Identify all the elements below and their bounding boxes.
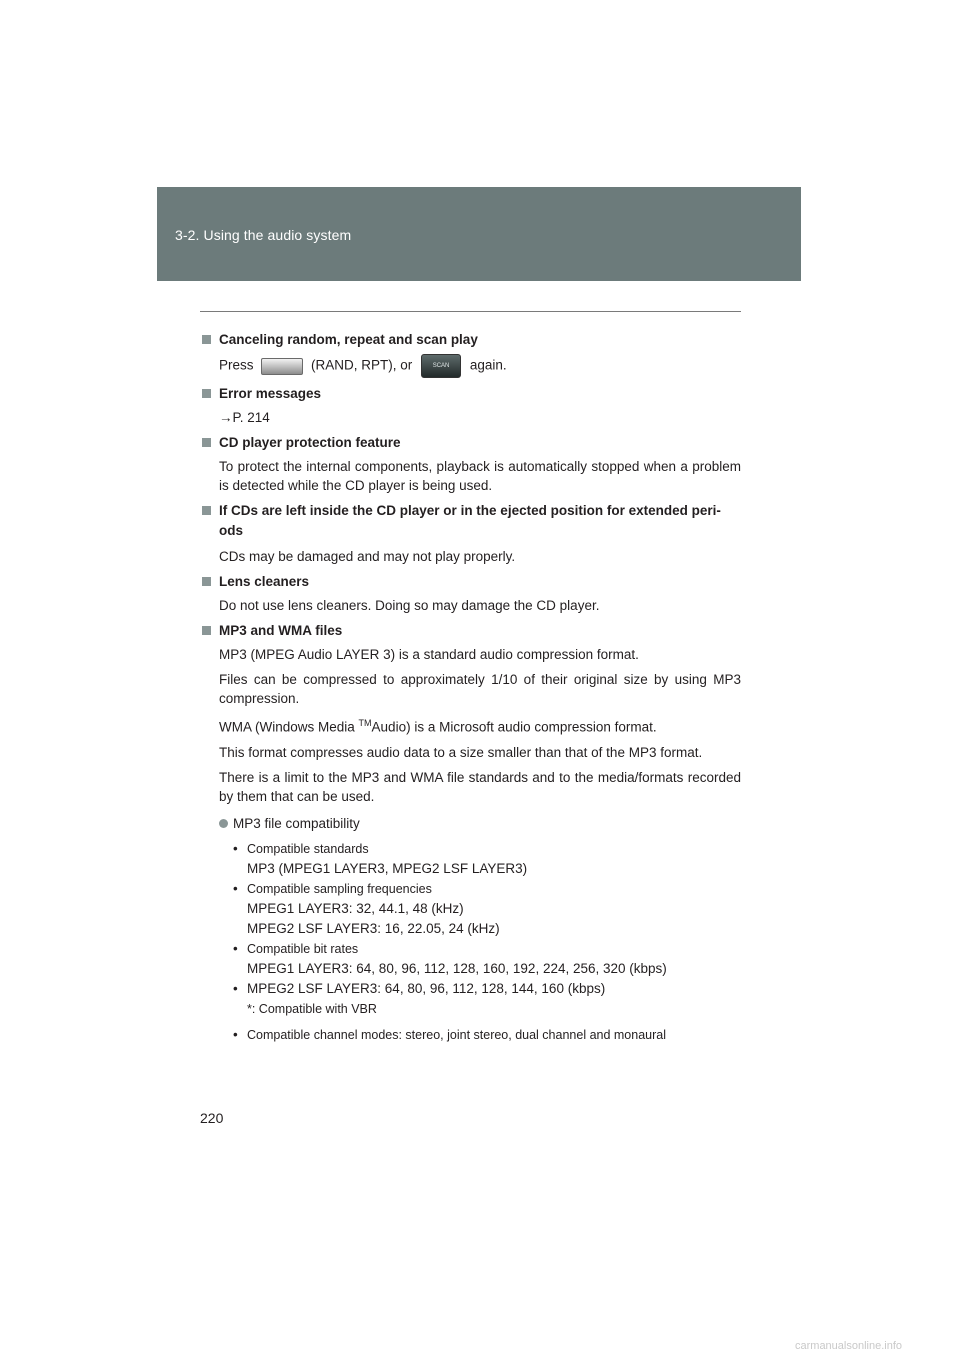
square-bullet-icon [202,438,211,447]
square-bullet-icon [202,335,211,344]
wma-compression: This format compresses audio data to a size smaller than that of the MP3 format. [219,744,703,760]
mp3-compat-heading: MP3 file compatibility [219,814,741,833]
list-item: • MPEG2 LSF LAYER3: 64, 80, 96, 112, 128, 144, 160 (kbps) [233,980,606,996]
heading-lens-cleaners: Lens cleaners [201,572,741,592]
list-item-value: MPEG2 LSF LAYER3: 16, 22.05, 24 (kHz) [247,920,500,936]
wma-def: WMA (Windows Media ™Audio) is a Microsoft audio compression format. [219,718,657,735]
error-ref: →P. 214 [219,410,270,425]
mp3-compat-list [231,839,741,1045]
list-item-value: MPEG1 LAYER3: 64, 80, 96, 112, 128, 160, 192, 224, 256, 320 (kbps) [247,960,667,976]
square-bullet-icon [202,389,211,398]
page-content [201,330,741,1045]
list-item-value: MP3 (MPEG1 LAYER3, MPEG2 LSF LAYER3) [247,860,528,876]
mp3-def: MP3 (MPEG Audio LAYER 3) is a standard audio compression format. [219,647,639,662]
watermark: carmanualsonline.info [795,1340,903,1352]
square-bullet-icon [202,626,211,635]
square-bullet-icon [202,577,211,586]
list-item: • Compatible bit rates [233,940,359,956]
heading-canceling: Canceling random, repeat and scan play [201,330,741,350]
heading-cd-protection: CD player protection feature [201,433,741,453]
heading-error-messages: Error messages [201,384,741,404]
canceling-body: Press (RAND, RPT), or SCAN again. [219,354,741,378]
heading-cds-left-inside: If CDs are left inside the CD player or in the ejected position for extended peri-ods [201,501,741,541]
mp3-compression: Files can be compressed to approximately 1/10 of their original size by using MP3 compression. [219,672,741,706]
cd-protection-body: To protect the internal components, playback is automatically stopped when a problem is detected while the CD player is being used. [219,459,741,493]
vbr-footnote: *: Compatible with VBR [247,1001,377,1016]
list-item: • Compatible channel modes: stereo, joint stereo, dual channel and monaural [233,1026,667,1042]
scan-button-icon: SCAN [421,354,461,378]
list-item-value: MPEG1 LAYER3: 32, 44.1, 48 (kHz) [247,900,464,916]
square-bullet-icon [202,506,211,515]
circle-bullet-icon [219,819,228,828]
list-item: • Compatible standards [233,840,369,856]
rand-rpt-button-icon [261,358,303,375]
section-header-bar [157,187,801,281]
divider [200,311,741,312]
lens-cleaners-body: Do not use lens cleaners. Doing so may damage the CD player. [219,598,600,613]
page-number: 220 [200,1110,224,1126]
heading-mp3-wma: MP3 and WMA files [201,621,741,641]
list-item: • Compatible sampling frequencies [233,880,432,896]
section-title: 3-2. Using the audio system [175,227,352,243]
cds-left-body: CDs may be damaged and may not play properly. [219,549,516,564]
format-limits: There is a limit to the MP3 and WMA file standards and to the media/formats recorded by them that can be used. [219,769,741,804]
